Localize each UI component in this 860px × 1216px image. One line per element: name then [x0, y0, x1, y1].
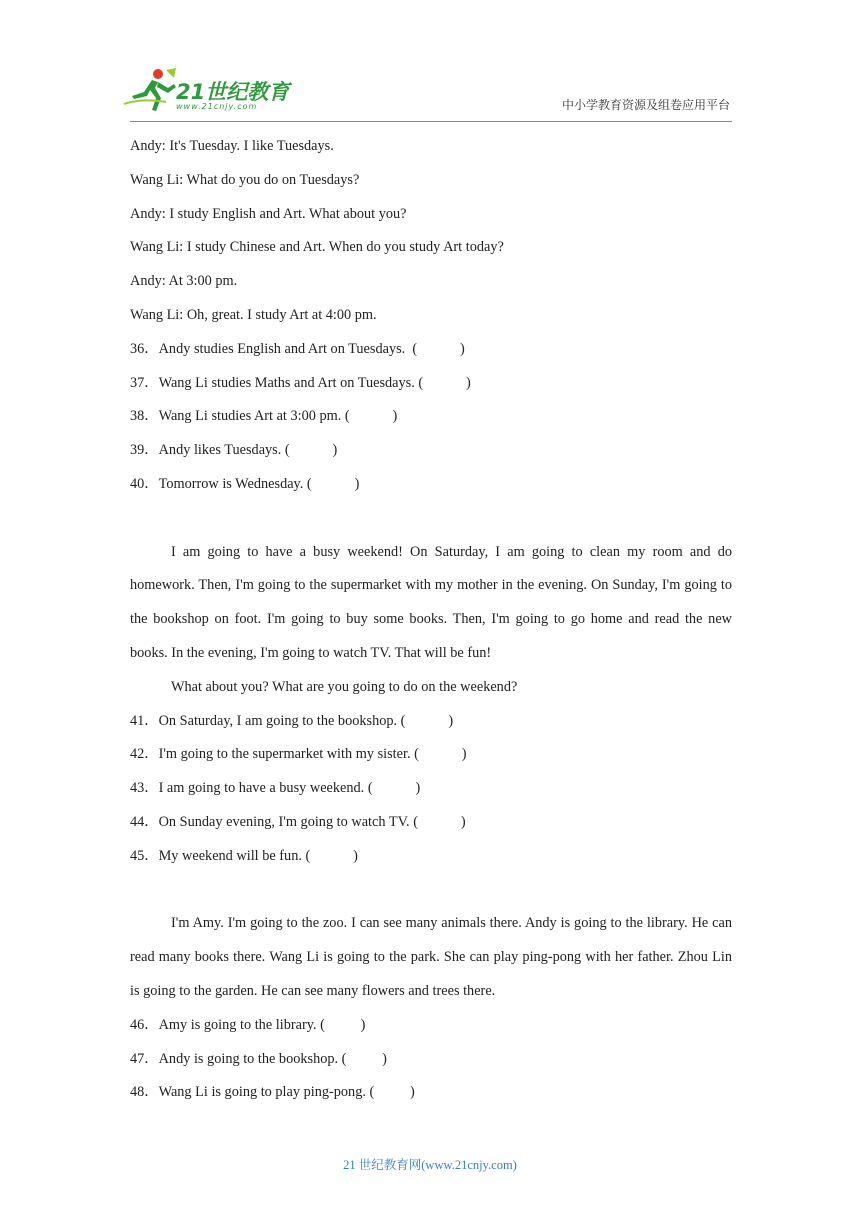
section-gap — [130, 874, 732, 908]
question-number: 41． — [130, 712, 159, 729]
passage-paragraph: I am going to have a busy weekend! On Saturday, I am going to clean my room and do homework. Then, I'm going to the supermarket with my mother in the evening. On Sunday, I'm going to the bookshop on foot. I'm going to buy some books. Then, I'm going to go home and read the new books. In the evening, I'm going to watch TV. That will be fun! — [130, 543, 732, 661]
question-text: My weekend will be fun. ( ) — [158, 847, 358, 864]
header-divider — [130, 121, 732, 122]
dialogue-line: Andy: I study English and Art. What about you? — [130, 205, 407, 222]
question-text: Tomorrow is Wednesday. ( ) — [158, 475, 360, 492]
question-item — [130, 367, 732, 401]
question-text: On Sunday evening, I'm going to watch TV. ( ) — [158, 813, 466, 830]
question-number: 45． — [130, 847, 159, 864]
question-number: 40． — [130, 475, 159, 492]
question-number: 38． — [130, 408, 159, 425]
question-item — [130, 1009, 732, 1043]
question-item — [130, 738, 732, 772]
question-text: Amy is going to the library. ( ) — [158, 1016, 366, 1033]
dialogue-line: Andy: It's Tuesday. I like Tuesdays. — [130, 138, 334, 154]
question-text: Wang Li studies Art at 3:00 pm. ( ) — [158, 408, 398, 425]
question-item — [130, 468, 732, 502]
question-item — [130, 705, 732, 739]
runner-logo-icon — [122, 68, 178, 114]
question-number: 36． — [130, 340, 159, 357]
question-number: 37． — [130, 374, 159, 391]
section-gap — [130, 502, 732, 536]
passage-paragraph: I'm Amy. I'm going to the zoo. I can see many animals there. Andy is going to the library. He can read many books there. Wang Li is going to the park. She can play ping-pong with her father. Zhou Lin is going to the garden. He can see many flowers and trees there. — [130, 915, 732, 999]
dialogue-line: Wang Li: I study Chinese and Art. When do you study Art today? — [130, 239, 504, 256]
document-body — [130, 130, 732, 1110]
question-text: Wang Li studies Maths and Art on Tuesdays. ( ) — [158, 374, 471, 391]
dialogue-line: Wang Li: What do you do on Tuesdays? — [130, 171, 360, 188]
question-number: 42． — [130, 746, 159, 763]
question-item — [130, 806, 732, 840]
question-item — [130, 333, 732, 367]
dialogue-line: Wang Li: Oh, great. I study Art at 4:00 pm. — [130, 306, 377, 323]
question-text: Wang Li is going to play ping-pong. ( ) — [158, 1084, 415, 1101]
logo-url: www.21cnjy.com — [176, 102, 258, 111]
page-header — [0, 0, 860, 125]
question-item — [130, 1076, 732, 1110]
question-item — [130, 840, 732, 874]
question-item — [130, 400, 732, 434]
question-number: 44． — [130, 813, 159, 830]
logo-text: 21世纪教育 — [176, 80, 290, 104]
question-text: Andy is going to the bookshop. ( ) — [158, 1050, 387, 1067]
question-text: I'm going to the supermarket with my sister. ( ) — [158, 746, 467, 763]
question-item — [130, 772, 732, 806]
page-footer: 21 世纪教育网(www.21cnjy.com) — [343, 1158, 517, 1172]
question-number: 48． — [130, 1084, 159, 1101]
question-text: I am going to have a busy weekend. ( ) — [158, 780, 421, 797]
header-tagline: 中小学教育资源及组卷应用平台 — [561, 98, 730, 112]
question-text: On Saturday, I am going to the bookshop. ( ) — [158, 712, 454, 729]
question-text: Andy likes Tuesdays. ( ) — [158, 442, 338, 459]
logo — [122, 68, 292, 118]
dialogue-line: Andy: At 3:00 pm. — [130, 273, 238, 290]
question-number: 39． — [130, 442, 159, 459]
question-text: Andy studies English and Art on Tuesdays. ( ) — [158, 340, 465, 357]
question-number: 43． — [130, 780, 159, 797]
question-number: 47． — [130, 1050, 159, 1067]
passage-paragraph: What about you? What are you going to do on the weekend? — [171, 678, 518, 695]
question-item — [130, 1043, 732, 1077]
question-item — [130, 434, 732, 468]
question-number: 46． — [130, 1016, 159, 1033]
